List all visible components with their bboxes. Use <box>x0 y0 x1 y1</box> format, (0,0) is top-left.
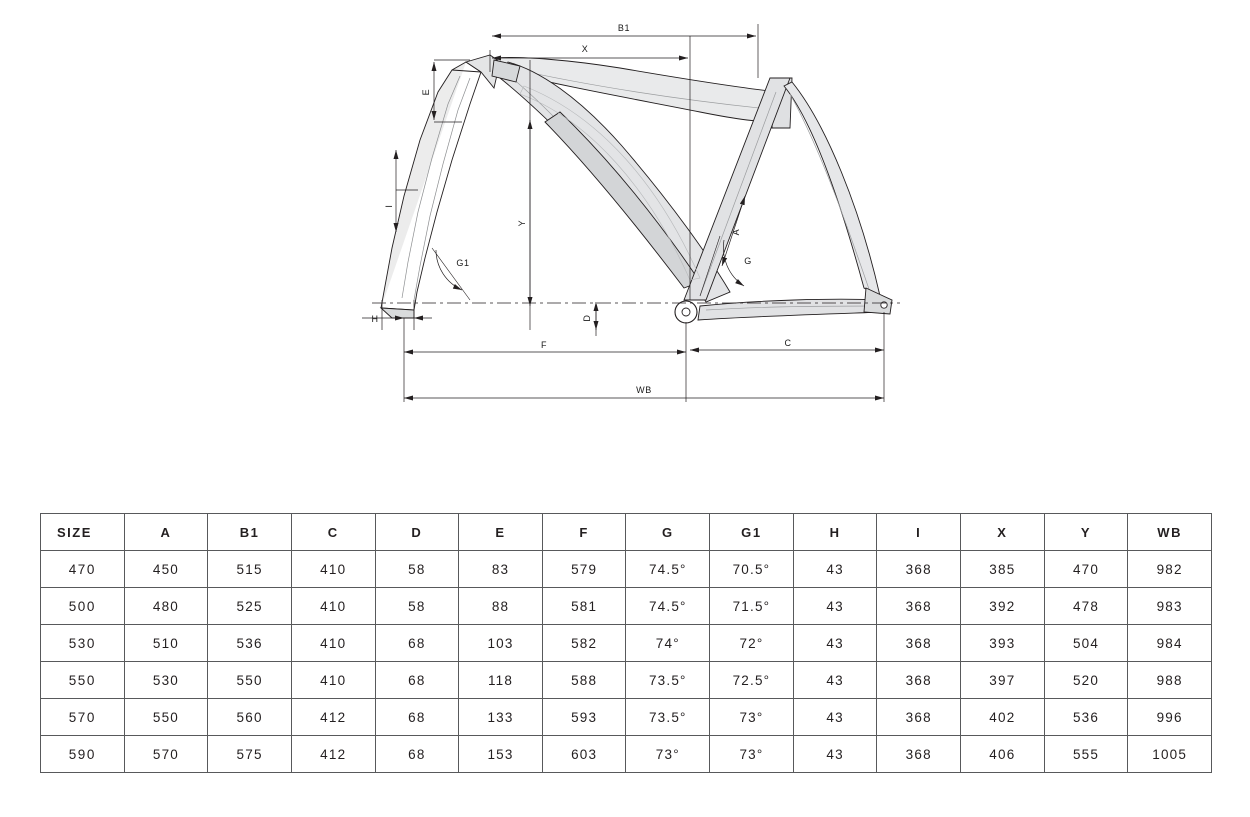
cell-wb: 982 <box>1128 551 1212 588</box>
cell-i: 368 <box>877 699 961 736</box>
cell-size: 570 <box>41 699 125 736</box>
col-header-c: C <box>291 514 375 551</box>
table-row <box>41 625 1212 662</box>
cell-y: 478 <box>1044 588 1128 625</box>
cell-g: 74.5° <box>626 588 710 625</box>
cell-size: 500 <box>41 588 125 625</box>
cell-x: 392 <box>961 588 1045 625</box>
col-header-g: G <box>626 514 710 551</box>
dim-label-f: F <box>540 340 548 350</box>
cell-g: 73.5° <box>626 699 710 736</box>
cell-h: 43 <box>793 662 877 699</box>
cell-wb: 988 <box>1128 662 1212 699</box>
table-row <box>41 699 1212 736</box>
cell-d: 68 <box>375 662 459 699</box>
cell-c: 410 <box>291 551 375 588</box>
cell-e: 103 <box>459 625 543 662</box>
cell-y: 504 <box>1044 625 1128 662</box>
cell-h: 43 <box>793 625 877 662</box>
dim-label-x: X <box>581 44 589 54</box>
dim-label-e: E <box>421 88 431 96</box>
cell-e: 118 <box>459 662 543 699</box>
cell-h: 43 <box>793 699 877 736</box>
cell-b1: 536 <box>208 625 292 662</box>
cell-h: 43 <box>793 736 877 773</box>
dim-label-b1: B1 <box>617 23 631 33</box>
cell-g1: 71.5° <box>710 588 794 625</box>
table-header <box>41 514 1212 551</box>
cell-d: 68 <box>375 699 459 736</box>
geometry-table-container <box>40 513 1212 773</box>
cell-f: 579 <box>542 551 626 588</box>
col-header-x: X <box>961 514 1045 551</box>
cell-wb: 983 <box>1128 588 1212 625</box>
cell-f: 588 <box>542 662 626 699</box>
col-header-y: Y <box>1044 514 1128 551</box>
dim-label-wb: WB <box>636 385 652 395</box>
cell-i: 368 <box>877 662 961 699</box>
cell-size: 590 <box>41 736 125 773</box>
cell-g: 73° <box>626 736 710 773</box>
cell-wb: 996 <box>1128 699 1212 736</box>
cell-h: 43 <box>793 551 877 588</box>
table-row <box>41 551 1212 588</box>
cell-c: 412 <box>291 699 375 736</box>
cell-a: 530 <box>124 662 208 699</box>
table-body <box>41 551 1212 773</box>
cell-b1: 525 <box>208 588 292 625</box>
cell-y: 470 <box>1044 551 1128 588</box>
cell-g1: 72° <box>710 625 794 662</box>
cell-i: 368 <box>877 551 961 588</box>
cell-wb: 984 <box>1128 625 1212 662</box>
cell-a: 510 <box>124 625 208 662</box>
cell-d: 68 <box>375 625 459 662</box>
cell-y: 520 <box>1044 662 1128 699</box>
cell-f: 593 <box>542 699 626 736</box>
col-header-d: D <box>375 514 459 551</box>
cell-x: 393 <box>961 625 1045 662</box>
cell-x: 402 <box>961 699 1045 736</box>
cell-x: 406 <box>961 736 1045 773</box>
cell-size: 470 <box>41 551 125 588</box>
cell-y: 536 <box>1044 699 1128 736</box>
cell-size: 530 <box>41 625 125 662</box>
table-row <box>41 588 1212 625</box>
col-header-b1: B1 <box>208 514 292 551</box>
cell-x: 397 <box>961 662 1045 699</box>
cell-g: 74° <box>626 625 710 662</box>
cell-x: 385 <box>961 551 1045 588</box>
cell-wb: 1005 <box>1128 736 1212 773</box>
cell-b1: 515 <box>208 551 292 588</box>
cell-f: 582 <box>542 625 626 662</box>
table-row <box>41 662 1212 699</box>
col-header-wb: WB <box>1128 514 1212 551</box>
cell-a: 570 <box>124 736 208 773</box>
cell-d: 68 <box>375 736 459 773</box>
cell-g: 74.5° <box>626 551 710 588</box>
cell-g: 73.5° <box>626 662 710 699</box>
cell-h: 43 <box>793 588 877 625</box>
dim-label-y: Y <box>517 219 527 227</box>
cell-b1: 560 <box>208 699 292 736</box>
cell-a: 480 <box>124 588 208 625</box>
dim-label-d: D <box>582 314 592 322</box>
dim-label-c: C <box>784 338 792 348</box>
cell-f: 581 <box>542 588 626 625</box>
cell-size: 550 <box>41 662 125 699</box>
cell-f: 603 <box>542 736 626 773</box>
cell-c: 410 <box>291 588 375 625</box>
dim-label-g: G <box>744 256 752 266</box>
cell-e: 88 <box>459 588 543 625</box>
cell-c: 410 <box>291 625 375 662</box>
dim-label-a: A <box>731 228 741 236</box>
col-header-f: F <box>542 514 626 551</box>
cell-g1: 70.5° <box>710 551 794 588</box>
cell-y: 555 <box>1044 736 1128 773</box>
col-header-a: A <box>124 514 208 551</box>
cell-e: 83 <box>459 551 543 588</box>
cell-c: 410 <box>291 662 375 699</box>
dim-label-h: H <box>371 314 379 324</box>
geometry-table <box>40 513 1212 773</box>
cell-i: 368 <box>877 625 961 662</box>
table-row <box>41 736 1212 773</box>
col-header-size: SIZE <box>41 514 125 551</box>
cell-i: 368 <box>877 588 961 625</box>
cell-e: 133 <box>459 699 543 736</box>
cell-e: 153 <box>459 736 543 773</box>
col-header-g1: G1 <box>710 514 794 551</box>
cell-c: 412 <box>291 736 375 773</box>
table-header-row <box>41 514 1212 551</box>
col-header-i: I <box>877 514 961 551</box>
cell-d: 58 <box>375 588 459 625</box>
cell-d: 58 <box>375 551 459 588</box>
cell-g1: 73° <box>710 736 794 773</box>
cell-b1: 575 <box>208 736 292 773</box>
cell-i: 368 <box>877 736 961 773</box>
cell-g1: 73° <box>710 699 794 736</box>
dim-label-g1: G1 <box>456 258 470 268</box>
cell-g1: 72.5° <box>710 662 794 699</box>
col-header-h: H <box>793 514 877 551</box>
dim-label-i: I <box>384 204 394 208</box>
col-header-e: E <box>459 514 543 551</box>
cell-a: 450 <box>124 551 208 588</box>
cell-a: 550 <box>124 699 208 736</box>
cell-b1: 550 <box>208 662 292 699</box>
